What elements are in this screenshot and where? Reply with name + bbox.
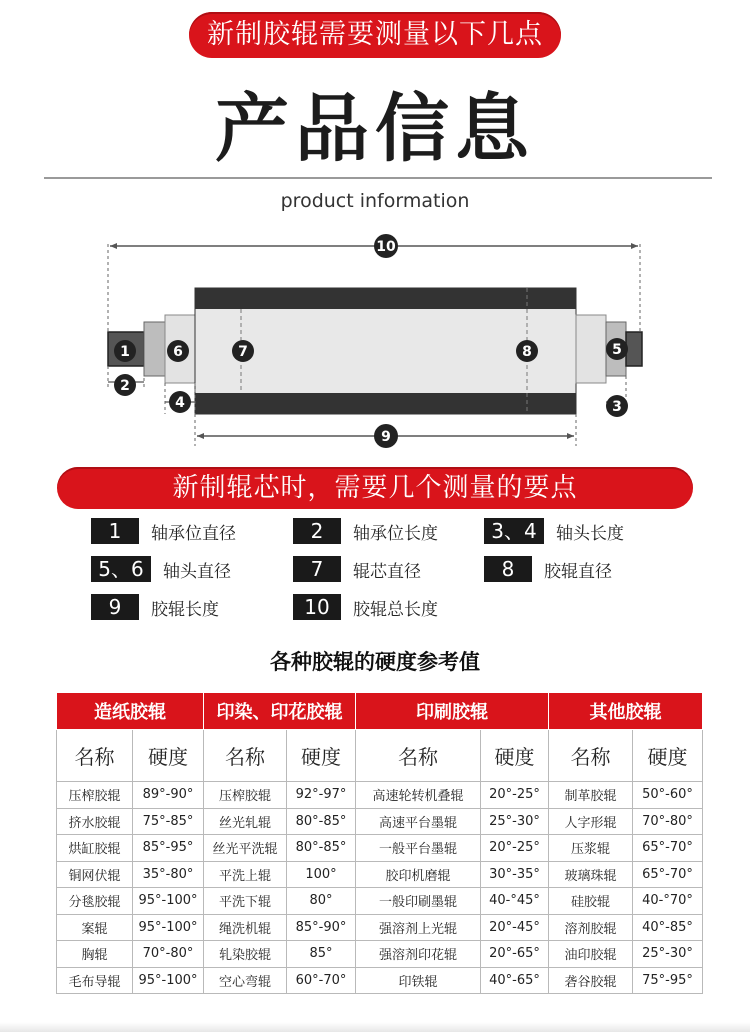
table-row [57, 914, 703, 941]
hardness-cell: 20°-65° [481, 941, 549, 968]
roller-name-cell: 制革胶辊 [549, 782, 633, 809]
hardness-cell: 95°-100° [133, 888, 204, 915]
legend-label: 胶辊直径 [544, 561, 612, 582]
roller-name-cell: 分毯胶辊 [57, 888, 133, 915]
table-row [57, 967, 703, 994]
legend-number: 5、6 [91, 556, 151, 582]
column-header: 硬度 [133, 730, 204, 782]
hardness-cell: 85°-95° [133, 835, 204, 862]
group-header: 造纸胶辊 [57, 693, 204, 730]
marker-3: 3 [612, 399, 622, 415]
roller-name-cell: 胸辊 [57, 941, 133, 968]
roller-name-cell: 一般印刷墨辊 [356, 888, 481, 915]
column-header: 名称 [549, 730, 633, 782]
group-header: 其他胶辊 [549, 693, 703, 730]
marker-1: 1 [120, 344, 130, 360]
roller-name-cell: 一般平台墨辊 [356, 835, 481, 862]
hardness-cell: 95°-100° [133, 967, 204, 994]
hardness-cell: 25°-30° [633, 941, 703, 968]
legend-item [484, 516, 624, 546]
legend-label: 胶辊长度 [151, 599, 219, 620]
roller-name-cell: 丝光平洗辊 [204, 835, 287, 862]
legend-label: 轴头直径 [163, 561, 231, 582]
roller-name-cell: 强溶剂上光辊 [356, 914, 481, 941]
marker-8: 8 [522, 344, 532, 360]
page-subtitle: product information [280, 190, 470, 212]
column-header: 名称 [204, 730, 287, 782]
legend-label: 胶辊总长度 [353, 599, 438, 620]
hardness-cell: 35°-80° [133, 861, 204, 888]
hardness-cell: 40°-85° [633, 914, 703, 941]
roller-name-cell: 案辊 [57, 914, 133, 941]
roller-name-cell: 丝光轧辊 [204, 808, 287, 835]
legend-item [293, 592, 438, 622]
hardness-cell: 80° [287, 888, 356, 915]
table-title: 各种胶辊的硬度参考值 [270, 650, 480, 674]
roller-name-cell: 压榨胶辊 [57, 782, 133, 809]
roller-name-cell: 挤水胶辊 [57, 808, 133, 835]
table-row [57, 861, 703, 888]
roller-name-cell: 轧染胶辊 [204, 941, 287, 968]
table-row [57, 888, 703, 915]
legend-item [91, 554, 231, 584]
hardness-cell: 50°-60° [633, 782, 703, 809]
column-header: 名称 [356, 730, 481, 782]
roller-name-cell: 油印胶辊 [549, 941, 633, 968]
legend-number: 10 [293, 594, 341, 620]
table-row [57, 782, 703, 809]
legend-item [293, 554, 421, 584]
hardness-cell: 95°-100° [133, 914, 204, 941]
page-title: 产品信息 [215, 86, 535, 172]
group-header: 印刷胶辊 [356, 693, 549, 730]
hardness-cell: 40°-65° [481, 967, 549, 994]
roller-name-cell: 平洗下辊 [204, 888, 287, 915]
legend-number: 8 [484, 556, 532, 582]
column-header-row [57, 730, 703, 782]
roller-diagram [0, 224, 750, 454]
legend-number: 2 [293, 518, 341, 544]
marker-5: 5 [612, 342, 622, 358]
hardness-cell: 92°-97° [287, 782, 356, 809]
column-header: 名称 [57, 730, 133, 782]
roller-name-cell: 绳洗机辊 [204, 914, 287, 941]
hardness-cell: 25°-30° [481, 808, 549, 835]
footer-divider [0, 1022, 750, 1032]
hardness-cell: 20°-45° [481, 914, 549, 941]
legend-item [91, 516, 236, 546]
marker-6: 6 [173, 344, 183, 360]
hardness-table [56, 692, 703, 994]
roller-name-cell: 高速轮转机叠辊 [356, 782, 481, 809]
hardness-cell: 70°-80° [133, 941, 204, 968]
table-row [57, 835, 703, 862]
hardness-cell: 100° [287, 861, 356, 888]
hardness-cell: 65°-70° [633, 835, 703, 862]
hardness-cell: 80°-85° [287, 835, 356, 862]
legend-number: 7 [293, 556, 341, 582]
hardness-cell: 40-°70° [633, 888, 703, 915]
column-header: 硬度 [633, 730, 703, 782]
hardness-cell: 75°-95° [633, 967, 703, 994]
header-banner: 新制胶辊需要测量以下几点 [189, 12, 561, 58]
hardness-cell: 70°-80° [633, 808, 703, 835]
legend-label: 轴承位长度 [353, 523, 438, 544]
hardness-cell: 89°-90° [133, 782, 204, 809]
column-header: 硬度 [287, 730, 356, 782]
roller-name-cell: 压浆辊 [549, 835, 633, 862]
section-banner: 新制辊芯时，需要几个测量的要点 [57, 467, 693, 509]
group-header: 印染、印花胶辊 [204, 693, 356, 730]
table-row [57, 808, 703, 835]
roller-name-cell: 砻谷胶辊 [549, 967, 633, 994]
hardness-cell: 65°-70° [633, 861, 703, 888]
legend-number: 3、4 [484, 518, 544, 544]
divider [44, 177, 712, 179]
roller-name-cell: 高速平台墨辊 [356, 808, 481, 835]
roller-name-cell: 印铁辊 [356, 967, 481, 994]
roller-name-cell: 胶印机磨辊 [356, 861, 481, 888]
legend-item [293, 516, 438, 546]
roller-name-cell: 强溶剂印花辊 [356, 941, 481, 968]
roller-name-cell: 平洗上辊 [204, 861, 287, 888]
roller-name-cell: 溶剂胶辊 [549, 914, 633, 941]
hardness-cell: 85° [287, 941, 356, 968]
marker-10: 10 [376, 239, 396, 255]
table-row [57, 941, 703, 968]
roller-name-cell: 空心弯辊 [204, 967, 287, 994]
marker-9: 9 [381, 429, 391, 445]
hardness-cell: 85°-90° [287, 914, 356, 941]
roller-name-cell: 硅胶辊 [549, 888, 633, 915]
roller-name-cell: 烘缸胶辊 [57, 835, 133, 862]
hardness-cell: 30°-35° [481, 861, 549, 888]
marker-4: 4 [175, 395, 185, 411]
hardness-cell: 40-°45° [481, 888, 549, 915]
roller-name-cell: 玻璃珠辊 [549, 861, 633, 888]
hardness-cell: 75°-85° [133, 808, 204, 835]
marker-2: 2 [120, 378, 130, 394]
legend-number: 1 [91, 518, 139, 544]
hardness-cell: 60°-70° [287, 967, 356, 994]
legend-item [484, 554, 612, 584]
roller-name-cell: 毛布导辊 [57, 967, 133, 994]
marker-7: 7 [238, 344, 248, 360]
hardness-cell: 80°-85° [287, 808, 356, 835]
legend-item [91, 592, 219, 622]
group-header-row [57, 693, 703, 730]
legend-number: 9 [91, 594, 139, 620]
legend-label: 轴承位直径 [151, 523, 236, 544]
roller-name-cell: 压榨胶辊 [204, 782, 287, 809]
roller-name-cell: 铜网伏辊 [57, 861, 133, 888]
hardness-cell: 20°-25° [481, 835, 549, 862]
legend-label: 辊芯直径 [353, 561, 421, 582]
roller-name-cell: 人字形辊 [549, 808, 633, 835]
legend-label: 轴头长度 [556, 523, 624, 544]
hardness-cell: 20°-25° [481, 782, 549, 809]
column-header: 硬度 [481, 730, 549, 782]
